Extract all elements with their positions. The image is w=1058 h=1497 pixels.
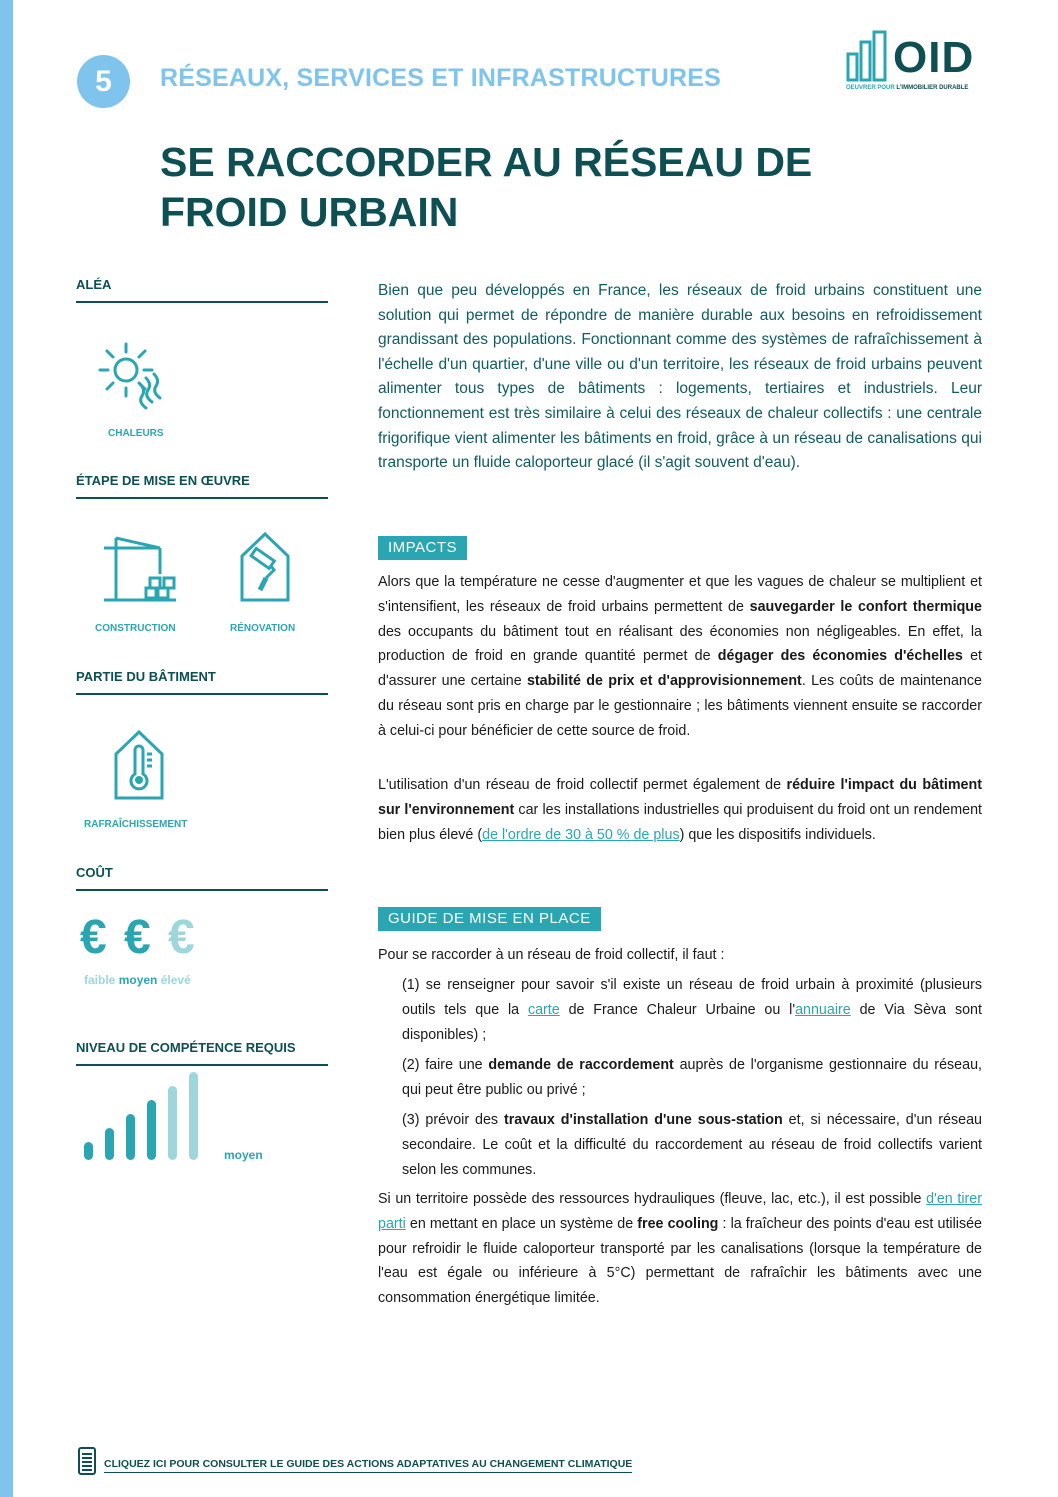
euro-high-icon: €: [168, 911, 195, 964]
partie-caption: RAFRAÎCHISSEMENT: [84, 819, 188, 830]
document-icon: [78, 1447, 96, 1475]
impacts-paragraph-1: Alors que la température ne cesse d'augmenter et que les vagues de chaleur se multiplient et s'intensifient, les réseaux de froid urbains permettent de sauvegarder le confort thermique des occupants du bâtiment tout en réalisant des économies non négligeables. En effet, la production de froid en grande quantité permet de dégager des économies d'échelles et d'assurer une certaine stabilité de prix et d'approvisionnement. Les coûts de maintenance du réseau sont pris en charge par le gestionnaire ; les bâtiments viennent ensuite se raccorder à celui-ci pour bénéficier de cette source de froid.: [378, 574, 982, 739]
competence-bar: [105, 1128, 114, 1160]
cost-low: faible: [84, 973, 116, 987]
competence-bar: [84, 1142, 93, 1160]
construction-caption: CONSTRUCTION: [95, 623, 176, 634]
impacts-paragraph-2: L'utilisation d'un réseau de froid collectif permet également de réduire l'impact du bâtiment sur l'environnement car les installations industrielles qui produisent du froid ont un rendement bien plus élevé (de l'ordre de 30 à 50 % de plus) que les dispositifs individuels.: [378, 777, 982, 843]
guide-tag: GUIDE DE MISE EN PLACE: [378, 907, 601, 931]
competence-level-label: moyen: [224, 1148, 263, 1162]
competence-bar: [168, 1086, 177, 1160]
logo-text: OID: [893, 33, 975, 82]
sun-heat-icon: [96, 340, 168, 412]
ordre-link[interactable]: de l'ordre de 30 à 50 % de plus: [482, 826, 680, 843]
free-cooling-paragraph: Si un territoire possède des ressources hydrauliques (fleuve, lac, etc.), il est possible d'en tirer parti en mettant en place un système de free cooling : la fraîcheur des points d'eau est utilisée pour refroidir le fluide caloporteur transporté par les canalisations (lorsque la température de l'eau est égale ou inférieure à 5°C) permettant de rafraîchir les bâtiments avec une consommation énergétique limitée.: [378, 1191, 983, 1307]
logo-tagline: OEUVRER POUR L'IMMOBILIER DURABLE: [846, 85, 969, 91]
alea-heading: ALÉA: [76, 277, 328, 303]
renovation-roller-icon: [238, 530, 292, 604]
euro-mid-icon: €: [124, 911, 151, 964]
guide-step-1: (1) se renseigner pour savoir s'il existe un réseau de froid urbain à proximité (plusieurs outils tels que la carte de France Chaleur Urbaine ou l'annuaire de Via Sèva sont disponibles) ;: [402, 977, 982, 1043]
cost-scale: [84, 973, 191, 987]
competence-heading: NIVEAU DE COMPÉTENCE REQUIS: [76, 1040, 328, 1066]
cost-high: élevé: [160, 973, 191, 987]
euro-low-icon: €: [80, 911, 107, 964]
annuaire-link[interactable]: annuaire: [795, 1001, 851, 1018]
carte-link[interactable]: carte: [527, 1001, 560, 1018]
partie-heading: PARTIE DU BÂTIMENT: [76, 669, 328, 695]
competence-bar: [126, 1114, 135, 1160]
renovation-caption: RÉNOVATION: [230, 623, 296, 634]
chapter-title: RÉSEAUX, SERVICES ET INFRASTRUCTURES: [160, 64, 721, 92]
thermometer-house-icon: [112, 728, 166, 802]
chapter-number: 5: [77, 55, 130, 108]
guide-step-2: (2) faire une demande de raccordement auprès de l'organisme gestionnaire du réseau, qui peut être public ou privé ;: [402, 1057, 982, 1098]
page-title: SE RACCORDER AU RÉSEAU DE FROID URBAIN: [160, 139, 813, 235]
cost-mid: moyen: [118, 973, 158, 987]
alea-caption: CHALEURS: [108, 428, 164, 439]
etape-heading: ÉTAPE DE MISE EN ŒUVRE: [76, 473, 328, 499]
side-stripe: [0, 0, 13, 1497]
intro-paragraph: Bien que peu développés en France, les réseaux de froid urbains constituent une solution qui permet de répondre de manière durable aux besoins en refroidissement grandissant des populations. Fonctionnant comme des systèmes de rafraîchissement à l'échelle d'un quartier, d'une ville ou d'un territoire, les réseaux de froid urbains peuvent alimenter tous types de bâtiments : logements, tertiaires et industriels. Leur fonctionnement est très similaire à celui des réseaux de chaleur collectifs : une centrale frigorifique vient alimenter les bâtiments en froid, grâce à un réseau de canalisations qui transporte un fluide caloporteur glacé (il s'agit souvent d'eau).: [378, 282, 982, 472]
impacts-tag: IMPACTS: [378, 536, 467, 560]
competence-bar: [147, 1100, 156, 1160]
cout-heading: COÛT: [76, 865, 328, 891]
tirer-parti-link[interactable]: d'en tirer parti: [378, 1191, 982, 1232]
competence-bar: [189, 1072, 198, 1160]
footer-text: CLIQUEZ ICI POUR CONSULTER LE GUIDE DES ACTIONS ADAPTATIVES AU CHANGEMENT CLIMATIQUE: [104, 1458, 632, 1473]
guide-step-3: (3) prévoir des travaux d'installation d'une sous-station et, si nécessaire, d'un réseau secondaire. Le coût et la difficulté du raccordement au réseau de froid collectifs varient selon les communes.: [402, 1112, 982, 1178]
construction-crane-icon: [100, 534, 180, 604]
footer-guide-link[interactable]: [78, 1447, 718, 1477]
guide-lead: Pour se raccorder à un réseau de froid collectif, il faut :: [378, 947, 725, 963]
